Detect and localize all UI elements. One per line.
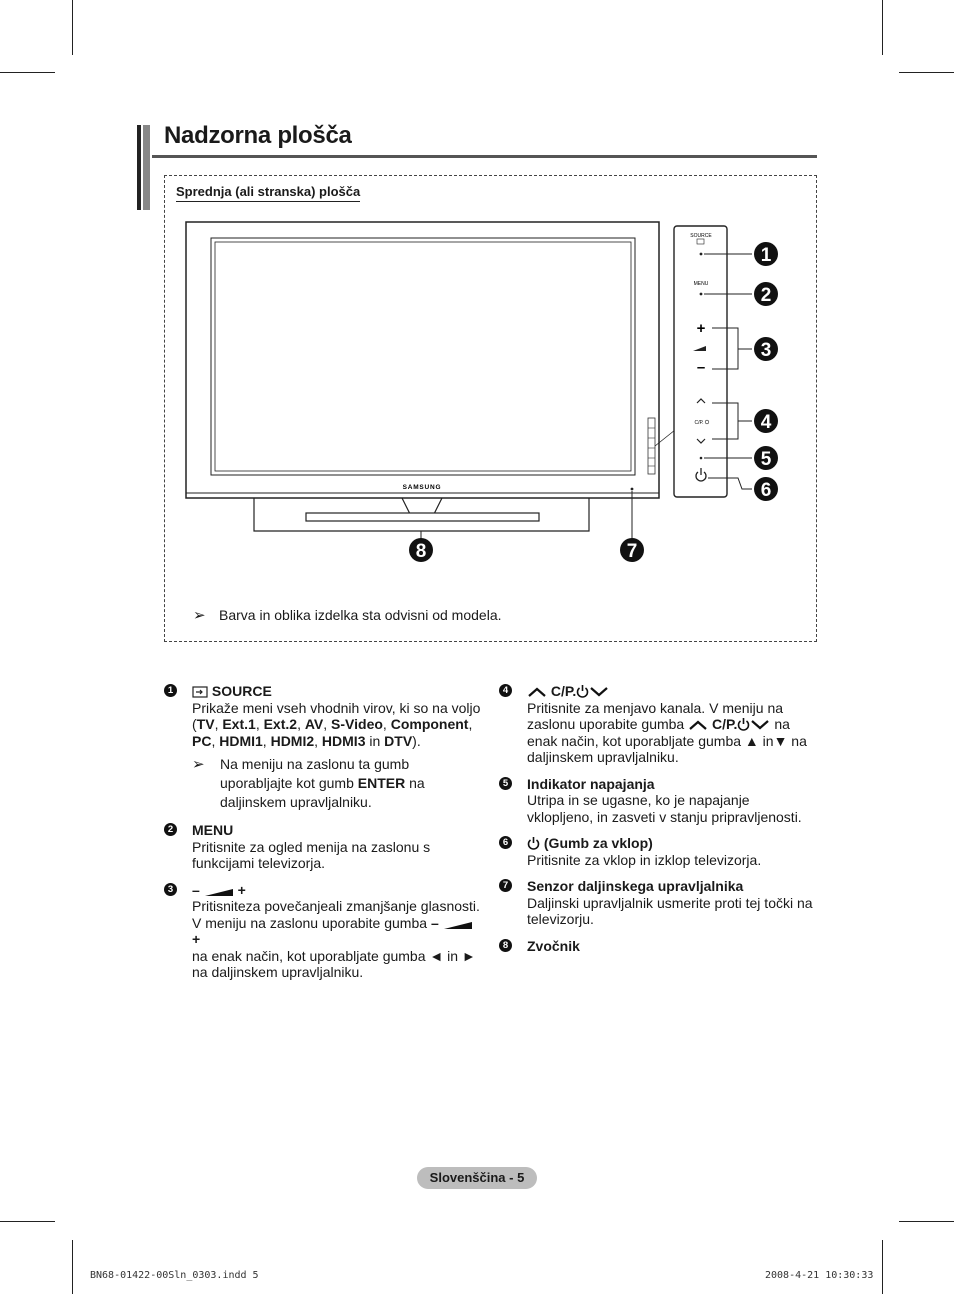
- remote-sensor: [631, 488, 634, 491]
- item-text: na enak način, kot uporabljate gumba ◄ in ►: [192, 947, 476, 964]
- item-text: Pritisniteza povečanjeali zmanjšanje glasnosti.: [192, 898, 480, 914]
- svg-text:1: 1: [760, 245, 772, 266]
- item-title: MENU: [192, 822, 234, 838]
- item-title: – +: [192, 881, 246, 898]
- list-item: [499, 776, 819, 826]
- chevron-down-icon: [750, 719, 770, 731]
- list-item: [499, 835, 819, 868]
- item-title: (Gumb za vklop): [527, 835, 819, 852]
- callout-5: [754, 446, 778, 470]
- tv-stand-neck: [402, 498, 442, 514]
- item-number: 1: [164, 684, 177, 697]
- item-number: 3: [164, 883, 177, 896]
- crop-mark: [882, 0, 883, 55]
- callout-6: [754, 477, 778, 501]
- callout-4: [754, 409, 778, 433]
- power-icon: [527, 836, 540, 850]
- item-number: 6: [499, 836, 512, 849]
- item-text: na daljinskem upravljalniku.: [192, 964, 364, 980]
- crop-mark: [0, 1221, 55, 1222]
- page-footer: Slovenščina - 5: [417, 1167, 537, 1189]
- callout-2: [754, 282, 778, 306]
- item-title: Indikator napajanja: [527, 775, 655, 792]
- item-title: Senzor daljinskega upravljalnika: [527, 878, 744, 894]
- note-arrow-icon: ➢: [192, 756, 205, 773]
- svg-text:2: 2: [760, 285, 772, 306]
- tv-brand: SAMSUNG: [402, 484, 442, 491]
- crop-mark: [899, 72, 954, 73]
- panel-chpower-label: C/P.: [694, 420, 704, 426]
- item-text: zaslonu uporabite gumba C/P. na: [527, 716, 790, 732]
- item-text: daljinskem upravljalniku.: [527, 749, 679, 765]
- callout-3: [754, 337, 778, 361]
- page-title: Nadzorna plošča: [164, 122, 352, 149]
- item-title: SOURCE: [192, 683, 484, 700]
- panel-menu-label: MENU: [693, 281, 709, 287]
- item-text: Prikaže meni vseh vhodnih virov, ki so na voljo (TV, Ext.1, Ext.2, AV, S-Video, Component, PC, HDMI1, HDMI2, HDMI3 in DTV).: [192, 699, 481, 749]
- crop-mark: [72, 0, 73, 55]
- tv-stand-base: [306, 513, 539, 521]
- item-text: Daljinski upravljalnik usmerite proti tej točki na televizorju.: [527, 894, 813, 927]
- tv-illustration: [164, 210, 804, 570]
- svg-text:6: 6: [760, 480, 772, 501]
- chevron-up-icon: [688, 719, 708, 731]
- svg-text:5: 5: [760, 449, 772, 470]
- panel-label: Sprednja (ali stranska) plošča: [176, 184, 360, 202]
- menu-button-dot: [700, 293, 703, 296]
- source-button-dot: [700, 253, 703, 256]
- power-indicator-dot: [700, 457, 703, 460]
- item-text: Pritisnite za menjavo kanala. V meniju na: [527, 699, 784, 716]
- svg-text:7: 7: [626, 541, 638, 562]
- list-item: [499, 683, 819, 766]
- right-column: [499, 683, 819, 964]
- panel-volume-plus: +: [696, 320, 706, 337]
- print-slug-right: 2008-4-21 10:30:33: [765, 1270, 874, 1281]
- item-text: Utripa in se ugasne, ko je napajanje vklopljeno, in zasveti v stanju pripravljenosti.: [527, 792, 802, 825]
- list-item: [499, 878, 819, 928]
- item-text: V meniju na zaslonu uporabite gumba – +: [192, 915, 484, 948]
- callout-8: [409, 538, 433, 562]
- crop-mark: [0, 72, 55, 73]
- crop-mark: [882, 1240, 883, 1294]
- item-title: Zvočnik: [527, 937, 580, 954]
- tv-screen: [215, 242, 631, 471]
- item-number: 8: [499, 939, 512, 952]
- item-text: Pritisnite za vklop in izklop televizorja.: [527, 851, 762, 868]
- print-slug-left: BN68-01422-00Sln_0303.indd 5: [90, 1270, 259, 1281]
- chevron-up-icon: [527, 686, 547, 698]
- svg-text:3: 3: [760, 340, 772, 361]
- power-icon: [737, 717, 750, 731]
- item-number: 4: [499, 684, 512, 697]
- figure-note: ➢ Barva in oblika izdelka sta odvisni od modela.: [193, 607, 502, 624]
- item-number: 5: [499, 777, 512, 790]
- volume-wedge-icon: [204, 887, 234, 897]
- callout-1: [754, 242, 778, 266]
- list-item: [164, 882, 484, 981]
- source-input-icon: [192, 686, 208, 698]
- item-text: Pritisnite za ogled menija na zaslonu s funkcijami televizorja.: [192, 838, 431, 871]
- title-rule: [152, 155, 817, 158]
- volume-wedge-icon: [443, 920, 473, 930]
- list-item: [164, 822, 484, 872]
- panel-volume-minus: –: [696, 359, 706, 376]
- crop-mark: [899, 1221, 954, 1222]
- power-icon: [576, 684, 589, 698]
- left-column: [164, 683, 484, 991]
- title-decoration: [137, 125, 150, 210]
- svg-text:4: 4: [760, 412, 772, 433]
- item-number: 7: [499, 879, 512, 892]
- panel-source-label: SOURCE: [690, 233, 712, 239]
- callout-7: [620, 538, 644, 562]
- item-title: C/P.: [527, 683, 819, 700]
- list-item: [499, 938, 819, 955]
- chevron-down-icon: [589, 686, 609, 698]
- svg-text:8: 8: [415, 541, 427, 562]
- item-text: enak način, kot uporabljate gumba ▲ in▼ na: [527, 732, 807, 749]
- note-arrow-icon: ➢: [193, 607, 206, 624]
- item-number: 2: [164, 823, 177, 836]
- list-item: [164, 683, 484, 812]
- item-sub-note: ➢ Na meniju na zaslonu ta gumb uporabljajte kot gumb ENTER na daljinskem upravljalniku.: [192, 756, 425, 810]
- crop-mark: [72, 1240, 73, 1294]
